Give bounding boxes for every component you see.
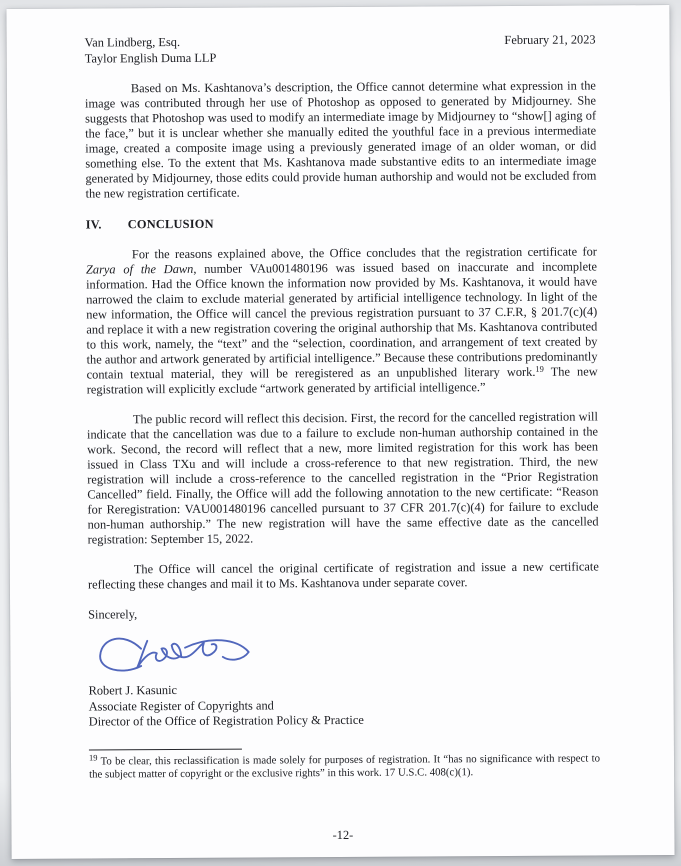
recipient-name: Van Lindberg, Esq. xyxy=(84,34,181,50)
work-title-italic: Zarya of the Dawn xyxy=(85,261,194,277)
signature-block xyxy=(92,622,599,683)
conclusion-text-mid: , number VAu001480196 was issued based on inaccurate and incomplete information. Had the Office known the information now provided by Ms. Kashtanova, it would have narrowed the claim to exclude material generated by artificial intelligence technology. In light of the new information, the Office will cancel the previous registration pursuant to 37 C.F.R, § 201.7(c)(4) and replace it with a new registration covering the original authorship that Ms. Kashtanova contributed to this work, namely, the “text” and the “selection, coordination, and arrangement of text created by the author and artwork generated by artificial intelligence.” Because these contributions predominantly contain textual material, they will be reregistered as an unpublished literary work. xyxy=(86,259,598,382)
footnote-marker: 19 xyxy=(88,751,98,763)
signer-title-line1: Associate Register of Copyrights and xyxy=(88,697,274,714)
footnote-reference: 19 xyxy=(535,363,544,374)
signer-name: Robert J. Kasunic xyxy=(88,683,178,698)
recipient-firm: Taylor English Duma LLP xyxy=(84,50,217,66)
signature-image xyxy=(92,625,257,684)
section-heading-number: IV. xyxy=(85,217,102,232)
conclusion-paragraph xyxy=(86,244,598,397)
closing-salutation: Sincerely, xyxy=(88,607,138,622)
signer-title-line2: Director of the Office of Registration Policy & Practice xyxy=(88,712,364,729)
footnote-separator xyxy=(89,748,242,750)
conclusion-text-pre: For the reasons explained above, the Office concludes that the registration certificate for xyxy=(131,244,597,262)
section-heading xyxy=(86,214,597,232)
recipient-block xyxy=(85,35,217,67)
cancel-certificate-paragraph: The Office will cancel the original certificate of registration and issue a new certificate reflecting these changes and mail it to Ms. Kashtanova under separate cover. xyxy=(87,559,599,592)
intro-paragraph: Based on Ms. Kashtanova’s description, the Office cannot determine what expression in the image was contributed through her use of Photoshop as opposed to generated by Midjourney. She suggests that Photoshop was used to modify an intermediate image by Midjourney to “show[] aging of the face,” but it is unclear whether she manually edited the youthful face in a previous intermediate image, created a composite image using a previously generated image of an older woman, or did something else. To the extent that Ms. Kashtanova made substantive edits to an intermediate image generated by Midjourney, those edits could provide human authorship and would not be excluded from the new registration certificate. xyxy=(84,78,597,201)
conclusion-text-post: The new registration will explicitly exclude “artwork generated by artificial intelligence.” xyxy=(86,364,598,397)
footnote-text: To be clear, this reclassification is made solely for purposes of registration. It “has no significance with respect to the subject matter of copyright or the exclusive rights” in this work. 17 U.S.C. 408(c)(1). xyxy=(89,751,601,781)
section-heading-title: CONCLUSION xyxy=(127,216,214,232)
footnote-text-paragraph xyxy=(89,752,600,783)
letter-page xyxy=(6,5,674,859)
letter-header xyxy=(85,32,596,66)
footnote xyxy=(89,746,600,783)
page-number: -12- xyxy=(332,827,354,843)
signer-block xyxy=(89,680,600,730)
letter-date: February 21, 2023 xyxy=(504,32,596,47)
public-record-paragraph: The public record will reflect this decision. First, the record for the cancelled registration will indicate that the cancellation was due to a failure to exclude non-human authorship contained in the work. Second, the record will reflect that a new, more limited registration for this work has been issued in Class TXu and will include a cross-reference to that new registration. Third, the new registration will include a cross-reference to the cancelled registration in the “Prior Registration Cancelled” field. Finally, the Office will add the following annotation to the new certificate: “Reason for Reregistration: VAU001480196 cancelled pursuant to 37 CFR 201.7(c)(4) for failure to exclude non-human authorship.” The new registration will have the same effective date as the cancelled registration: September 15, 2022. xyxy=(86,409,599,547)
